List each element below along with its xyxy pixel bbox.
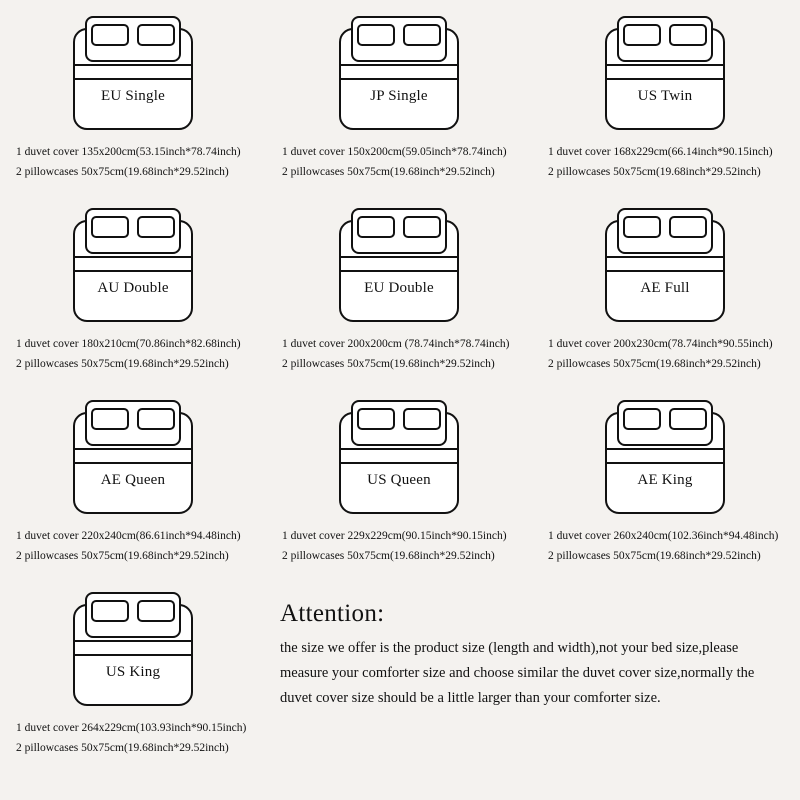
bed-sheet-band-shape [73, 256, 193, 272]
pillow-right-shape [137, 216, 175, 238]
bed-size-card-jp-single [266, 6, 532, 198]
bed-illustration-wrap [0, 198, 266, 334]
bed-illustration-wrap [266, 198, 532, 334]
bed-sheet-band-shape [73, 64, 193, 80]
bed-size-label: AE Queen [100, 472, 166, 488]
pillowcase-line: 2 pillowcases 50x75cm(19.68inch*29.52inch) [548, 166, 761, 178]
duvet-line: 1 duvet cover 200x230cm(78.74inch*90.55inch) [548, 338, 773, 350]
bed-size-card-eu-double [266, 198, 532, 390]
bed-size-details [532, 334, 798, 374]
duvet-line: 1 duvet cover 168x229cm(66.14inch*90.15inch) [548, 146, 773, 158]
bed-illustration-wrap [0, 6, 266, 142]
attention-body: the size we offer is the product size (length and width),not your bed size,please measure your comforter size and choose similar the duvet cover size,normally the duvet cover size should be a little larger than your comforter size. [280, 640, 755, 706]
pillow-right-shape [403, 216, 441, 238]
bed-icon [67, 582, 199, 708]
pillow-right-shape [137, 24, 175, 46]
bed-size-label: EU Double [364, 280, 434, 296]
bed-illustration-wrap [532, 198, 798, 334]
pillowcase-line: 2 pillowcases 50x75cm(19.68inch*29.52inch) [282, 166, 495, 178]
bed-icon [599, 6, 731, 132]
pillow-left-shape [357, 216, 395, 238]
bed-illustration-wrap [266, 390, 532, 526]
pillow-right-shape [669, 216, 707, 238]
pillow-left-shape [357, 408, 395, 430]
bed-size-card-us-twin [532, 6, 798, 198]
bed-size-label: US King [105, 664, 161, 680]
duvet-line: 1 duvet cover 260x240cm(102.36inch*94.48inch) [548, 530, 779, 542]
pillowcase-line: 2 pillowcases 50x75cm(19.68inch*29.52inch) [16, 358, 229, 370]
bed-illustration-wrap [0, 390, 266, 526]
bed-sheet-band-shape [605, 64, 725, 80]
bed-size-card-ae-full [532, 198, 798, 390]
bed-size-details [0, 142, 266, 182]
pillowcase-line: 2 pillowcases 50x75cm(19.68inch*29.52inch) [282, 550, 495, 562]
bed-size-card-au-double [0, 198, 266, 390]
bed-size-label: AE Full [640, 280, 690, 296]
duvet-line: 1 duvet cover 180x210cm(70.86inch*82.68inch) [16, 338, 241, 350]
bed-sheet-band-shape [339, 448, 459, 464]
bottom-row [0, 582, 800, 758]
bed-icon [333, 198, 465, 324]
bed-sheet-band-shape [605, 448, 725, 464]
pillow-right-shape [669, 408, 707, 430]
bed-icon [67, 6, 199, 132]
duvet-line: 1 duvet cover 150x200cm(59.05inch*78.74inch) [282, 146, 507, 158]
bed-size-details [532, 142, 798, 182]
bed-sheet-band-shape [73, 448, 193, 464]
bed-icon [67, 390, 199, 516]
bed-size-card-ae-queen [0, 390, 266, 582]
bed-illustration-wrap [266, 6, 532, 142]
bed-size-card-us-king [0, 582, 266, 758]
pillow-left-shape [91, 24, 129, 46]
pillow-left-shape [91, 216, 129, 238]
bed-sheet-band-shape [73, 640, 193, 656]
bed-size-label: AU Double [97, 280, 169, 296]
bed-size-details [0, 718, 266, 758]
pillow-right-shape [403, 24, 441, 46]
pillowcase-line: 2 pillowcases 50x75cm(19.68inch*29.52inch) [548, 358, 761, 370]
pillow-left-shape [91, 408, 129, 430]
bed-illustration-wrap [0, 582, 266, 718]
duvet-line: 1 duvet cover 135x200cm(53.15inch*78.74inch) [16, 146, 241, 158]
bed-size-label: US Twin [637, 88, 693, 104]
bed-size-card-eu-single [0, 6, 266, 198]
bed-size-card-ae-king [532, 390, 798, 582]
attention-title: Attention: [280, 600, 385, 627]
pillowcase-line: 2 pillowcases 50x75cm(19.68inch*29.52inch) [16, 550, 229, 562]
pillowcase-line: 2 pillowcases 50x75cm(19.68inch*29.52inch) [16, 742, 229, 754]
bed-size-details [0, 526, 266, 566]
pillow-left-shape [91, 600, 129, 622]
bed-icon [599, 198, 731, 324]
bed-size-details [0, 334, 266, 374]
bed-size-details [266, 142, 532, 182]
pillowcase-line: 2 pillowcases 50x75cm(19.68inch*29.52inch) [548, 550, 761, 562]
bed-size-details [266, 334, 532, 374]
pillowcase-line: 2 pillowcases 50x75cm(19.68inch*29.52inch) [16, 166, 229, 178]
bed-icon [333, 390, 465, 516]
duvet-line: 1 duvet cover 200x200cm (78.74inch*78.74inch) [282, 338, 510, 350]
pillow-right-shape [137, 408, 175, 430]
pillow-left-shape [623, 24, 661, 46]
duvet-line: 1 duvet cover 264x229cm(103.93inch*90.15inch) [16, 722, 247, 734]
bed-illustration-wrap [532, 390, 798, 526]
bed-size-label: US Queen [367, 472, 431, 488]
pillow-left-shape [623, 408, 661, 430]
bed-size-details [266, 526, 532, 566]
bed-size-label: JP Single [370, 88, 428, 104]
pillowcase-line: 2 pillowcases 50x75cm(19.68inch*29.52inch) [282, 358, 495, 370]
bed-illustration-wrap [532, 6, 798, 142]
pillow-left-shape [357, 24, 395, 46]
bed-icon [333, 6, 465, 132]
pillow-right-shape [137, 600, 175, 622]
bed-size-label: AE King [637, 472, 693, 488]
bed-size-card-us-queen [266, 390, 532, 582]
duvet-line: 1 duvet cover 229x229cm(90.15inch*90.15inch) [282, 530, 507, 542]
bed-sheet-band-shape [605, 256, 725, 272]
bed-icon [67, 198, 199, 324]
bed-sheet-band-shape [339, 64, 459, 80]
bed-size-label: EU Single [101, 88, 165, 104]
pillow-right-shape [669, 24, 707, 46]
pillow-right-shape [403, 408, 441, 430]
bed-sheet-band-shape [339, 256, 459, 272]
bed-size-details [532, 526, 798, 566]
attention-note [266, 582, 800, 758]
duvet-line: 1 duvet cover 220x240cm(86.61inch*94.48inch) [16, 530, 241, 542]
pillow-left-shape [623, 216, 661, 238]
bed-icon [599, 390, 731, 516]
